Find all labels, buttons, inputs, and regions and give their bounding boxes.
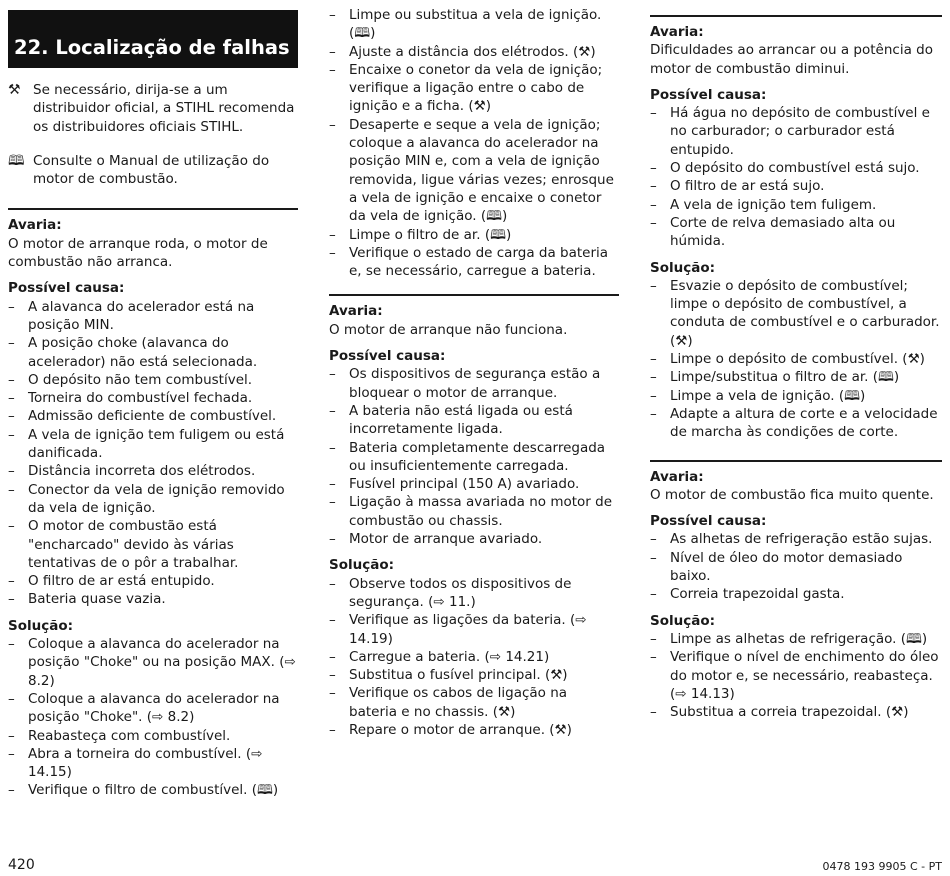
solution-item: – Desaperte e seque a vela de ignição; coloque a alavanca do acelerador na posição MIN e, com a vela de ignição removida, ligue várias vezes; enrosque a vela de ignição e encaixe o conetor da vela de ignição. (🕮) [329, 116, 619, 226]
solution-item: – Coloque a alavanca do acelerador na posição "Choke". (⇨ 8.2) [8, 690, 298, 727]
cause-label: Possível causa: [329, 348, 446, 365]
fault-label: Avaria: [650, 24, 704, 40]
solution-label: Solução: [650, 612, 716, 629]
cause-item: – Admissão deficiente de combustível. [8, 407, 298, 425]
fault-label: Avaria: [8, 217, 62, 234]
fault-block-2 [329, 294, 619, 739]
cause-item: – A alavanca do acelerador está na posição MIN. [8, 298, 298, 335]
column-2 [329, 0, 619, 739]
solution-item: – Encaixe o conetor da vela de ignição; verifique a ligação entre o cabo de ignição e a ficha. (⚒) [329, 61, 619, 116]
solution-item: – Limpe ou substitua a vela de ignição. (🕮) [329, 6, 619, 43]
page-number: 420 [8, 857, 35, 873]
cause-item: – Conector da vela de ignição removido da vela de ignição. [8, 481, 298, 518]
cause-item: – As alhetas de refrigeração estão sujas. [650, 530, 942, 548]
solution-item: – Reabasteça com combustível. [8, 727, 298, 745]
manual-note-text: Consulte o Manual de utilização do motor de combustão. [33, 152, 270, 188]
solution-item: – Carregue a bateria. (⇨ 14.21) [329, 648, 619, 666]
solution-item: – Verifique o nível de enchimento do óleo do motor e, se necessário, reabasteça. (⇨ 14.13) [650, 648, 942, 703]
cause-item: – A posição choke (alavanca do acelerador) não está selecionada. [8, 334, 298, 371]
cause-label: Possível causa: [650, 86, 767, 103]
cause-item: – Há água no depósito de combustível e no carburador; o carburador está entupido. [650, 104, 942, 159]
fault-label: Avaria: [650, 468, 704, 485]
fault-description: O motor de arranque não funciona. [329, 321, 568, 338]
solution-item: – Abra a torneira do combustível. (⇨ 14.15) [8, 745, 298, 782]
cause-item: – O motor de combustão está "encharcado" devido às várias tentativas de o pôr a trabalhar. [8, 517, 298, 572]
solution-item: – Limpe o depósito de combustível. (⚒) [650, 350, 942, 368]
solution-item: – Limpe/substitua o filtro de ar. (🕮) [650, 368, 942, 386]
tool-icon: ⚒ [8, 82, 21, 98]
cause-item: – A vela de ignição tem fuligem ou está danificada. [8, 426, 298, 463]
cause-item: – O depósito não tem combustível. [8, 371, 298, 389]
solution-item: – Repare o motor de arranque. (⚒) [329, 721, 619, 739]
document-code: 0478 193 9905 C - PT [822, 860, 942, 873]
solution-item: – Substitua o fusível principal. (⚒) [329, 666, 619, 684]
cause-item: – O filtro de ar está entupido. [8, 572, 298, 590]
solution-list-continued [329, 6, 619, 280]
cause-item: – Bateria completamente descarregada ou insuficientemente carregada. [329, 439, 619, 476]
solution-item: – Verifique o estado de carga da bateria e, se necessário, carregue a bateria. [329, 244, 619, 281]
solution-list [8, 635, 298, 800]
solution-item: – Observe todos os dispositivos de segurança. (⇨ 11.) [329, 575, 619, 612]
solution-list [329, 575, 619, 740]
cause-item: – Motor de arranque avariado. [329, 530, 619, 548]
solution-list [650, 277, 942, 442]
cause-item: – O depósito do combustível está sujo. [650, 159, 942, 177]
cause-item: – Fusível principal (150 A) avariado. [329, 475, 619, 493]
solution-label: Solução: [8, 617, 74, 634]
solution-item: – Verifique os cabos de ligação na bateria e no chassis. (⚒) [329, 684, 619, 721]
column-3 [650, 0, 942, 721]
solution-item: – Coloque a alavanca do acelerador na posição "Choke" ou na posição MAX. (⇨ 8.2) [8, 635, 298, 690]
cause-item: – A bateria não está ligada ou está incorretamente ligada. [329, 402, 619, 439]
solution-item: – Limpe o filtro de ar. (🕮) [329, 226, 619, 244]
manual-note [8, 152, 298, 189]
cause-item: – Corte de relva demasiado alta ou húmida. [650, 214, 942, 251]
cause-item: – Nível de óleo do motor demasiado baixo. [650, 549, 942, 586]
cause-item: – Os dispositivos de segurança estão a bloquear o motor de arranque. [329, 365, 619, 402]
cause-list [650, 530, 942, 603]
solution-item: – Substitua a correia trapezoidal. (⚒) [650, 703, 942, 721]
fault-description: O motor de combustão fica muito quente. [650, 486, 934, 503]
solution-list [650, 630, 942, 721]
solution-item: – Esvazie o depósito de combustível; limpe o depósito de combustível, a conduta de combustível e o carburador. (⚒) [650, 277, 942, 350]
solution-item: – Adapte a altura de corte e a velocidade de marcha às condições de corte. [650, 405, 942, 442]
cause-item: – Correia trapezoidal gasta. [650, 585, 942, 603]
solution-item: – Limpe as alhetas de refrigeração. (🕮) [650, 630, 942, 648]
cause-item: – Ligação à massa avariada no motor de combustão ou chassis. [329, 493, 619, 530]
section-title: 22. Localização de falhas [8, 10, 298, 68]
fault-block-1 [8, 208, 298, 799]
cause-item: – A vela de ignição tem fuligem. [650, 196, 942, 214]
cause-list [650, 104, 942, 250]
column-1 [8, 0, 298, 800]
fault-label: Avaria: [329, 303, 383, 320]
dealer-note [8, 81, 298, 136]
book-icon: 🕮 [8, 152, 25, 169]
cause-label: Possível causa: [650, 513, 767, 530]
cause-item: – Torneira do combustível fechada. [8, 389, 298, 407]
dealer-note-text: Se necessário, dirija-se a um distribuidor oficial, a STIHL recomenda os distribuidores oficiais STIHL. [33, 82, 295, 135]
fault-block-4 [650, 460, 942, 722]
solution-item: – Verifique o filtro de combustível. (🕮) [8, 781, 298, 799]
fault-description: Dificuldades ao arrancar ou a potência do motor de combustão diminui. [650, 42, 933, 77]
solution-item: – Limpe a vela de ignição. (🕮) [650, 387, 942, 405]
solution-label: Solução: [650, 259, 716, 276]
fault-description: O motor de arranque roda, o motor de combustão não arranca. [8, 235, 268, 271]
solution-item: – Verifique as ligações da bateria. (⇨ 14.19) [329, 611, 619, 648]
cause-list [329, 365, 619, 548]
cause-label: Possível causa: [8, 280, 125, 297]
fault-block-3 [650, 15, 942, 442]
cause-item: – Distância incorreta dos elétrodos. [8, 462, 298, 480]
cause-item: – Bateria quase vazia. [8, 590, 298, 608]
cause-list [8, 298, 298, 609]
solution-item: – Ajuste a distância dos elétrodos. (⚒) [329, 43, 619, 61]
solution-label: Solução: [329, 557, 395, 574]
cause-item: – O filtro de ar está sujo. [650, 177, 942, 195]
